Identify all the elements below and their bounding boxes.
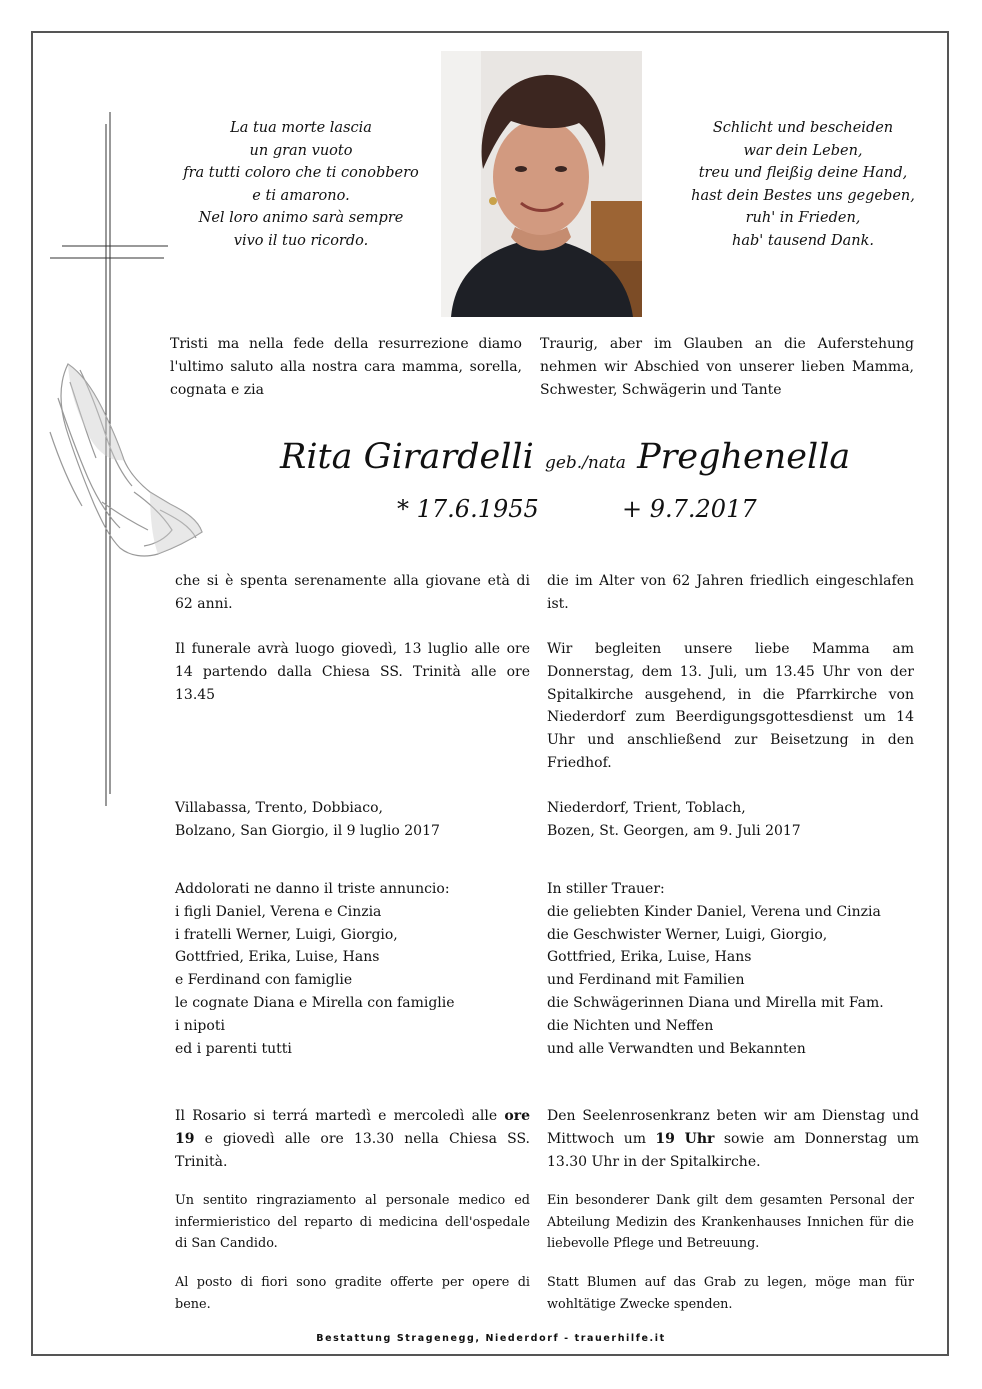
birth-date: * 17.6.1955 [397, 495, 539, 523]
footer-funeral-home: Bestattung Stragenegg, Niederdorf - trauerhilfe.it [316, 1333, 666, 1344]
intro-german: Traurig, aber im Glauben an die Auferstehung nehmen wir Abschied von unserer lieben Mamma, Schwester, Schwägerin und Tante [540, 336, 914, 398]
portrait-photo [441, 51, 642, 317]
name-nee: geb./nata [544, 453, 626, 473]
death-notice-german: die im Alter von 62 Jahren friedlich eingeschlafen ist. [547, 573, 914, 612]
mourners-german: In stiller Trauer: die geliebten Kinder Daniel, Verena und Cinzia die Geschwister Werner, Luigi, Giorgio, Gottfried, Erika, Luise, Hans und Ferdinand mit Familien die Schwägerinnen Diana und Mirella mit Fam. die Nichten und Neffen und alle Verwandten und Bekannten [547, 881, 884, 1057]
rosary-italian [175, 1105, 530, 1173]
place-date-italian: Villabassa, Trento, Dobbiaco, Bolzano, San Giorgio, il 9 luglio 2017 [175, 800, 440, 839]
rosary-italian-time: ore 19 [175, 1108, 530, 1147]
place-date-german: Niederdorf, Trient, Toblach, Bozen, St. Georgen, am 9. Juli 2017 [547, 800, 801, 839]
flowers-german: Statt Blumen auf das Grab zu legen, möge man für wohltätige Zwecke spenden. [547, 1275, 914, 1312]
flowers-italian: Al posto di fiori sono gradite offerte per opere di bene. [175, 1275, 530, 1312]
thanks-italian: Un sentito ringraziamento al personale medico ed infermieristico del reparto di medicina dell'ospedale di San Candido. [175, 1193, 530, 1251]
funeral-german: Wir begleiten unsere liebe Mamma am Donnerstag, dem 13. Juli, um 13.45 Uhr von der Spitalkirche ausgehend, in die Pfarrkirche von Niederdorf zum Beerdigungsgottesdienst um 14 Uhr und anschließend zur Beisetzung in den Friedhof. [547, 641, 914, 771]
thanks-german: Ein besonderer Dank gilt dem gesamten Personal der Abteilung Medizin des Krankenhauses Innichen für die liebevolle Pflege und Betreuung. [547, 1193, 914, 1251]
rosary-german-time: 19 Uhr [655, 1130, 715, 1147]
poem-italian: La tua morte lascia un gran vuoto fra tutti coloro che ti conobbero e ti amarono. Nel loro animo sarà sempre vivo il tuo ricordo. [183, 120, 419, 249]
rosary-german-text-c: sowie am Donnerstag um 13.30 Uhr in der Spitalkirche. [547, 1130, 920, 1170]
name-first: Rita Girardelli [280, 437, 534, 477]
rosary-german-text-a: Den Seelenrosenkranz beten wir am Dienstag und Mittwoch um [547, 1108, 919, 1147]
funeral-italian: Il funerale avrà luogo giovedì, 13 luglio alle ore 14 partendo dalla Chiesa SS. Trinità alle ore 13.45 [175, 641, 530, 703]
mourners-italian: Addolorati ne danno il triste annuncio: i figli Daniel, Verena e Cinzia i fratelli Werner, Luigi, Giorgio, Gottfried, Erika, Luise, Hans e Ferdinand con famiglie le cognate Diana e Mirella con famiglie i nipoti ed i parenti tutti [175, 881, 455, 1057]
rosary-german [547, 1105, 919, 1173]
death-notice-italian: che si è spenta serenamente alla giovane età di 62 anni. [175, 573, 530, 612]
rosary-italian-text-c: e giovedì alle ore 13.30 nella Chiesa SS. Trinità. [175, 1130, 530, 1170]
rosary-italian-text-a: Il Rosario si terrá martedì e mercoledì alle [175, 1108, 505, 1124]
poem-german: Schlicht und bescheiden war dein Leben, treu und fleißig deine Hand, hast dein Bestes uns gegeben, ruh' in Frieden, hab' tausend Dank. [691, 120, 915, 249]
name-last: Preghenella [637, 437, 851, 477]
deceased-name [280, 437, 920, 477]
death-date: + 9.7.2017 [622, 495, 757, 523]
intro-italian: Tristi ma nella fede della resurrezione diamo l'ultimo saluto alla nostra cara mamma, sorella, cognata e zia [170, 336, 522, 398]
